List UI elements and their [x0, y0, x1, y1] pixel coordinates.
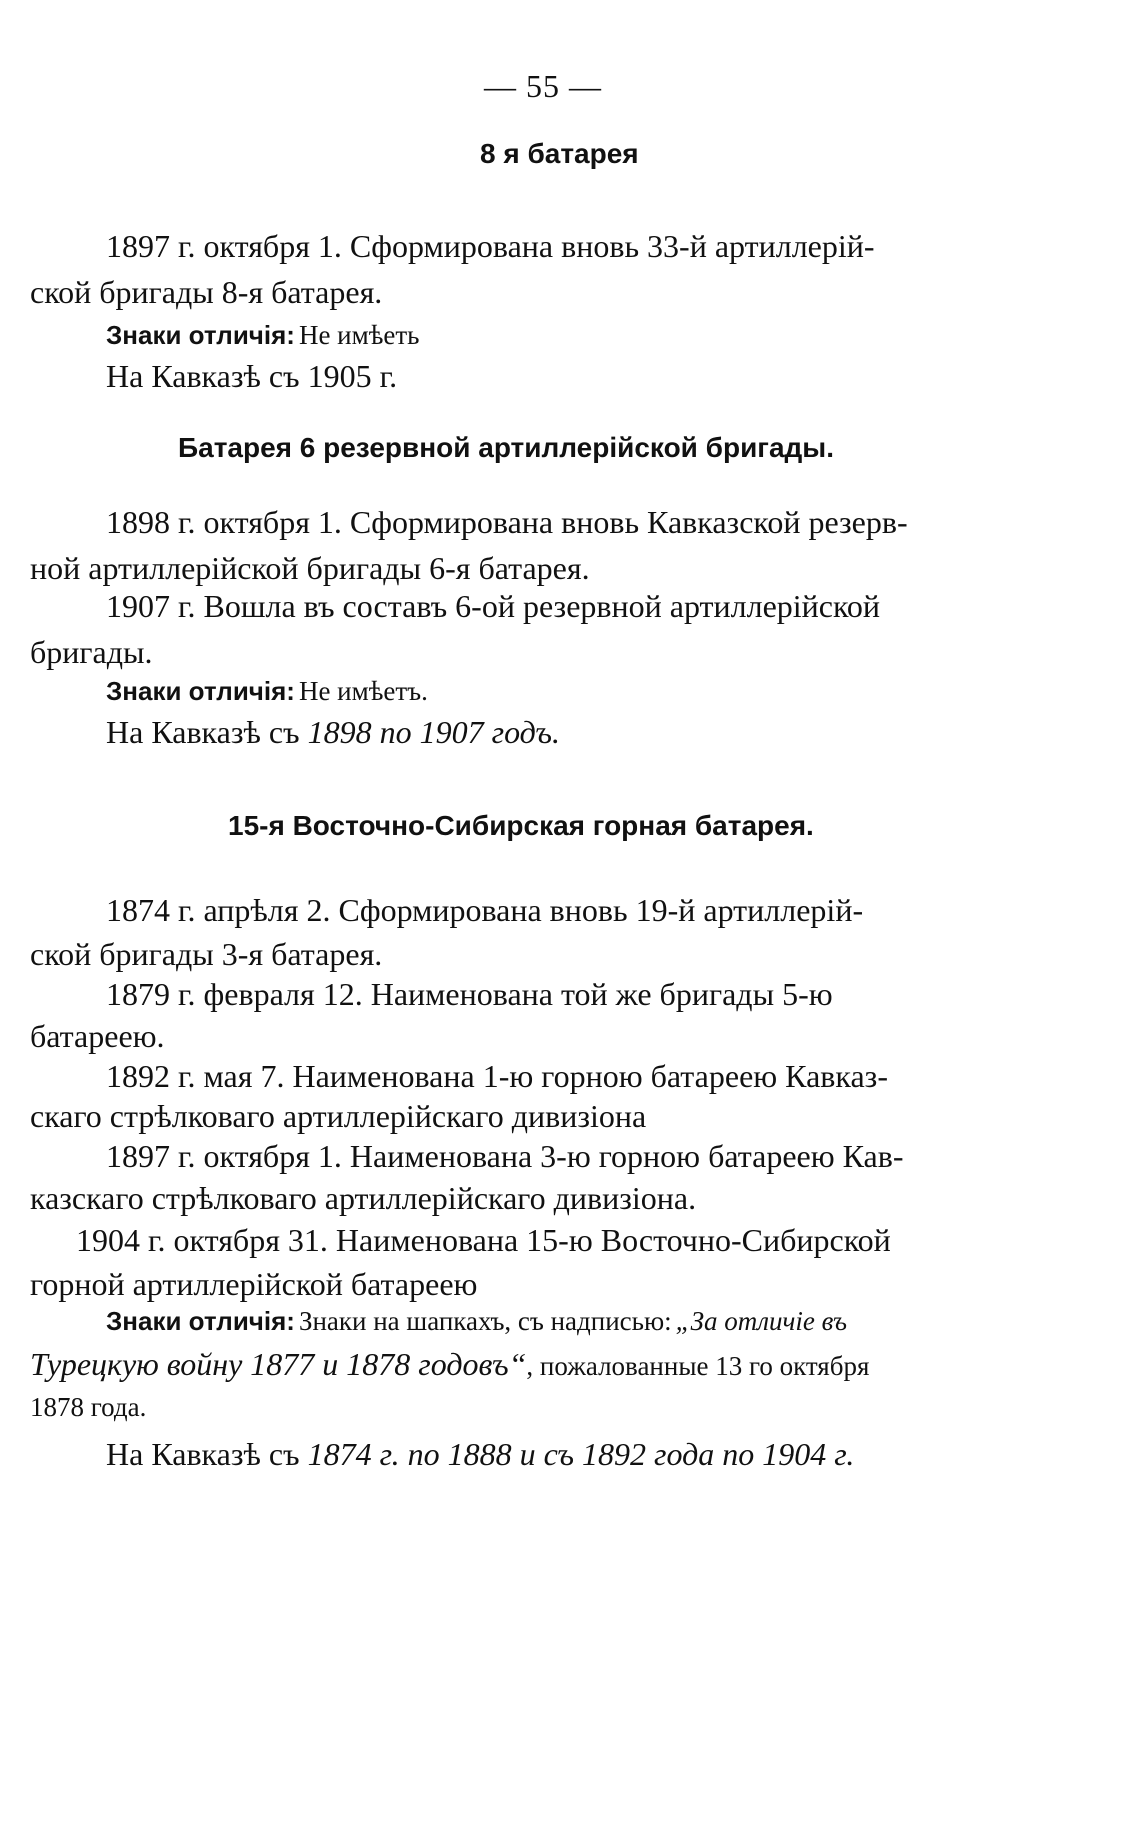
insignia-text: Не имѣеть	[298, 320, 420, 350]
text-line: 1874 г. апрѣля 2. Сформирована вновь 19-й артиллерій-	[106, 892, 864, 928]
insignia-line-cont	[30, 1346, 869, 1383]
insignia-text: Не имѣетъ.	[298, 676, 428, 706]
page-number: — 55 —	[484, 68, 602, 104]
text-line: скаго стрѣлковаго артиллерійскаго дивизіона	[30, 1098, 647, 1134]
section-heading: Батарея 6 резервной артиллерійской бригады.	[178, 432, 834, 463]
caucasus-years: 1898 по 1907 годъ.	[307, 714, 561, 750]
insignia-label: Знаки отличія:	[106, 1306, 295, 1336]
insignia-label: Знаки отличія:	[106, 320, 295, 350]
caucasus-line	[106, 714, 560, 751]
caucasus-prefix: На Кавказѣ съ	[106, 714, 300, 750]
text-line: горной артиллерійской батареею	[30, 1266, 478, 1302]
insignia-line	[106, 1306, 847, 1337]
text-line: ской бригады 8-я батарея.	[30, 274, 383, 310]
caucasus-years: 1874 г. по 1888 и съ 1892 года по 1904 г.	[307, 1436, 855, 1472]
text-line: 1897 г. октября 1. Сформирована вновь 33-й артиллерій-	[106, 228, 875, 264]
text-line: 1907 г. Вошла въ составъ 6-ой резервной артиллерійской	[106, 588, 881, 624]
insignia-line	[106, 676, 428, 707]
text-line: 1897 г. октября 1. Наименована 3-ю горною батареею Кав-	[106, 1138, 904, 1174]
text-line: 1879 г. февраля 12. Наименована той же бригады 5-ю	[106, 976, 833, 1012]
insignia-text: Знаки на шапкахъ, съ надписью:	[298, 1306, 672, 1336]
caucasus-line	[106, 1436, 854, 1473]
text-line: 1904 г. октября 31. Наименована 15-ю Восточно-Сибирской	[76, 1222, 891, 1258]
insignia-quote: „За отличіе въ	[675, 1306, 848, 1336]
caucasus-line: На Кавказѣ съ 1905 г.	[106, 358, 398, 394]
text-line: ской бригады 3-я батарея.	[30, 936, 383, 972]
section-heading: 15-я Восточно-Сибирская горная батарея.	[228, 810, 814, 841]
text-line: 1892 г. мая 7. Наименована 1-ю горною батареею Кавказ-	[106, 1058, 888, 1094]
text-line: ной артиллерійской бригады 6-я батарея.	[30, 550, 590, 586]
text-line: 1898 г. октября 1. Сформирована вновь Кавказской резерв-	[106, 504, 908, 540]
text-line: батареею.	[30, 1018, 165, 1054]
insignia-end: 1878 года.	[30, 1392, 147, 1422]
insignia-line	[106, 320, 419, 351]
insignia-rest: , пожалованные 13 го октября	[526, 1351, 870, 1381]
text-line: бригады.	[30, 634, 153, 670]
text-line: казскаго стрѣлковаго артиллерійскаго дивизіона.	[30, 1180, 697, 1216]
insignia-label: Знаки отличія:	[106, 676, 295, 706]
section-heading: 8 я батарея	[480, 138, 639, 169]
caucasus-prefix: На Кавказѣ съ	[106, 1436, 300, 1472]
insignia-quote: Турецкую войну 1877 и 1878 годовъ“	[30, 1346, 527, 1382]
